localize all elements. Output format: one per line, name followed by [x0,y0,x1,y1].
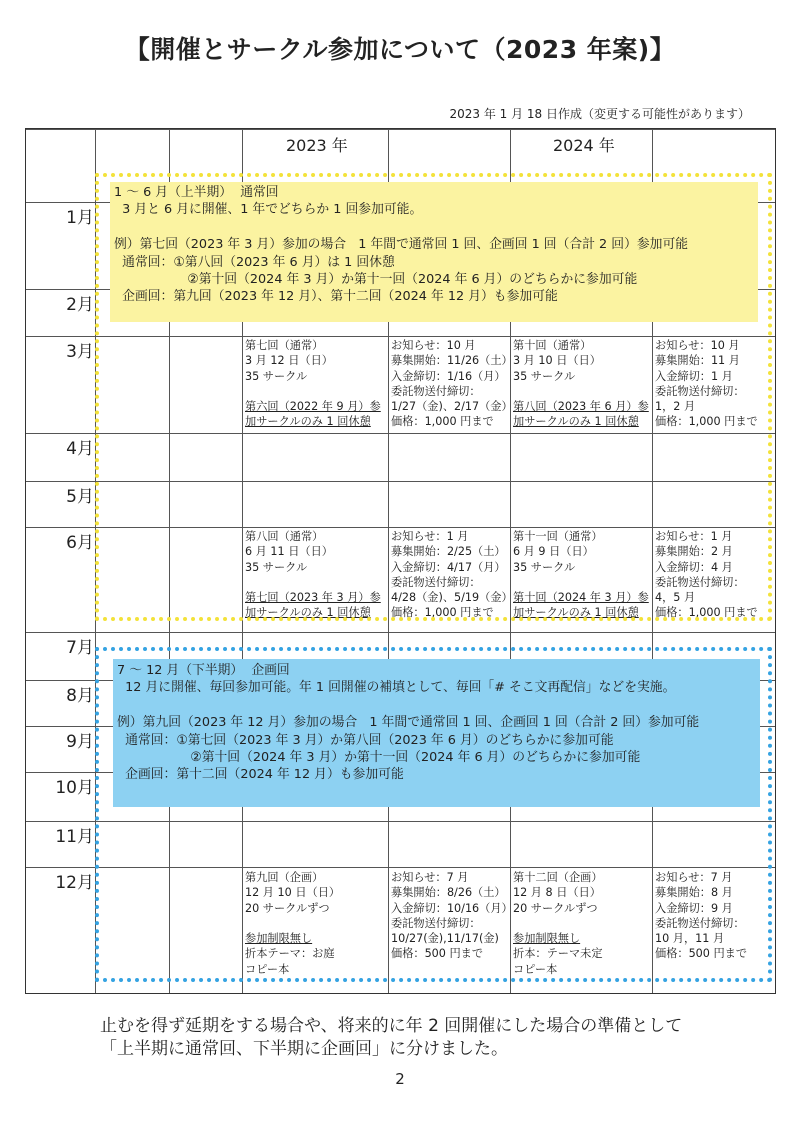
page-number: 2 [395,1070,405,1088]
second-half-note [113,659,760,807]
month-label: 12月 [55,873,94,893]
month-label: 5月 [66,487,94,507]
event-cell-dec-2023: 第九回（企画） 12 月 10 日（日） 20 サークルずつ 参加制限無し 折本テーマ：お庭 コピー本 [245,871,341,976]
footer-line: 止むを得ず延期をする場合や、将来的に年 2 回開催にした場合の準備として [100,1016,683,1036]
page-title: 【開催とサークル参加について（2023 年案)】 [124,35,676,64]
info-cell-dec-2024: お知らせ：7 月 募集開始：8 月 入金締切：9 月 委託物送付締切： 10 月，11 月 価格：500 円まで [655,871,748,961]
table-divider [26,632,775,633]
year-header-2024: 2024 年 [553,136,615,155]
month-label: 9月 [66,732,94,752]
info-cell-mar-2023: お知らせ：10 月 募集開始：11/26（土） 入金締切：1/16（月） 委託物送付締切： 1/27（金)、2/17（金） 価格：1,000 円まで [391,339,513,429]
month-label: 6月 [66,533,94,553]
month-label: 10月 [55,778,94,798]
info-cell-mar-2024: お知らせ：10 月 募集開始：11 月 入金締切：1 月 委託物送付締切： 1，2 月 価格：1,000 円まで [655,339,758,429]
event-cell-jun-2023: 第八回（通常） 6 月 11 日（日） 35 サークル 第七回（2023 年 3 月）参 加サークルのみ 1 回休憩 [245,530,381,620]
year-header-2023: 2023 年 [286,136,348,155]
month-label: 11月 [55,827,94,847]
event-cell-dec-2024: 第十二回（企画） 12 月 8 日（日） 20 サークルずつ 参加制限無し 折本：テーマ未定 コピー本 [513,871,603,976]
second-half-text: 7 ～ 12 月（下半期） 企画回 12 月に開催、毎回参加可能。年 1 回開催の補填として、毎回「# そこ文再配信」などを実施。 例）第九回（2023 年 12 月）参加の場合 1 年間で通常回 1 回、企画回 1 回（合計 2 回）参加可能 通常回：①第七回（2023 年 3 月）か第八回（2023 年 6 月）のどちらかに参加可能 ②第十回（2024 年 3 月）か第十一回（2024 年 6 月）のどちらかに参加可能 企画回：第十二回（2024 年 12 月）も参加可能 [117,663,700,783]
event-cell-jun-2024: 第十一回（通常） 6 月 9 日（日） 35 サークル 第十回（2024 年 3 月）参 加サークルのみ 1 回休憩 [513,530,649,620]
month-label: 1月 [66,208,94,228]
table-divider [26,129,775,130]
footer-line: 「上半期に通常回、下半期に企画回」に分けました。 [100,1039,508,1059]
first-half-text: 1 ～ 6 月（上半期） 通常回 3 月と 6 月に開催、1 年でどちらか 1 回参加可能。 例）第七回（2023 年 3 月）参加の場合 1 年間で通常回 1 回、企画回 1 回（合計 2 回）参加可能 通常回：①第八回（2023 年 6 月）は 1 回休憩 ②第十回（2024 年 3 月）か第十一回（2024 年 6 月）のどちらかに参加可能 企画回：第九回（2023 年 12 月）、第十二回（2024 年 12 月）も参加可能 [114,185,689,305]
month-label: 2月 [66,295,94,315]
first-half-note [110,182,758,322]
event-cell-mar-2024: 第十回（通常） 3 月 10 日（日） 35 サークル 第八回（2023 年 6 月）参 加サークルのみ 1 回休憩 [513,339,649,429]
month-label: 4月 [66,439,94,459]
date-note: 2023 年 1 月 18 日作成（変更する可能性があります） [449,107,750,121]
event-cell-mar-2023: 第七回（通常） 3 月 12 日（日） 35 サークル 第六回（2022 年 9 月）参 加サークルのみ 1 回休憩 [245,339,381,429]
info-cell-jun-2024: お知らせ：1 月 募集開始：2 月 入金締切：4 月 委託物送付締切： 4，5 月 価格：1,000 円まで [655,530,758,620]
month-label: 8月 [66,686,94,706]
info-cell-jun-2023: お知らせ：1 月 募集開始：2/25（土） 入金締切：4/17（月） 委託物送付締切： 4/28（金)、5/19（金） 価格：1,000 円まで [391,530,513,620]
month-label: 3月 [66,342,94,362]
info-cell-dec-2023: お知らせ：7 月 募集開始：8/26（土） 入金締切：10/16（月） 委託物送付締切： 10/27(金),11/17(金) 価格：500 円まで [391,871,513,961]
footer-note [100,1015,682,1061]
month-label: 7月 [66,638,94,658]
